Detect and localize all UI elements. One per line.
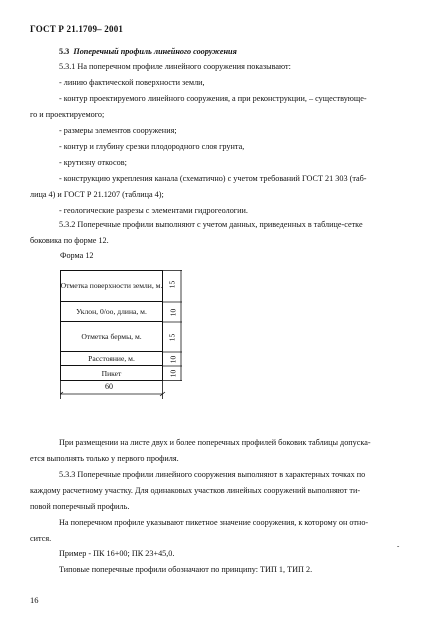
paragraph-line: - крутизну откосов; <box>59 158 127 167</box>
form-label: Форма 12 <box>60 251 94 260</box>
paragraph-line: повой поперечный профиль. <box>30 502 130 511</box>
paragraph-line: боковика по форме 12. <box>30 236 109 245</box>
table-row <box>60 366 163 381</box>
row-label: Уклон, 0/оо, длина, м. <box>76 306 147 316</box>
paragraph-line: каждому расчетному участку. Для одинаковых участков линейных сооружений выполняют ти- <box>30 486 361 495</box>
paragraph-line: - геологические разрезы с элементами гидрогеологии. <box>59 206 248 215</box>
table-row <box>60 270 163 302</box>
paragraph-line: го и проектируемого; <box>30 110 105 119</box>
row-size-label: 15 <box>167 333 177 342</box>
row-label: Отметка бермы, м. <box>81 331 142 341</box>
paragraph-line: Пример - ПК 16+00; ПК 23+45,0. <box>59 549 175 558</box>
table-row <box>60 322 163 352</box>
width-dimension-label: 60 <box>105 382 113 391</box>
paragraph-line: ется выполнять только у первого профиля. <box>30 454 179 463</box>
paragraph-line: 5.3.3 Поперечные профили линейного сооружения выполняют в характерных точках по <box>59 470 366 479</box>
paragraph-line: При размещении на листе двух и более поперечных профилей боковик таблицы допуска- <box>59 438 371 447</box>
table-row <box>60 302 163 322</box>
row-size-label: 15 <box>167 280 177 289</box>
section-number: 5.3 <box>59 47 70 56</box>
paragraph-line: сится. <box>30 534 52 543</box>
paragraph-line: - контур проектируемого линейного сооружения, а при реконструкции, – существующе- <box>59 94 367 103</box>
paragraph-line: Типовые поперечные профили обозначают по принципу: ТИП 1, ТИП 2. <box>59 565 313 574</box>
table-row <box>60 352 163 366</box>
row-size-label: 10 <box>168 355 178 364</box>
paragraph-line: - размеры элементов сооружения; <box>59 126 177 135</box>
row-label: Отметка поверхности земли, м. <box>60 280 163 290</box>
paragraph-line: лица 4) и ГОСТ Р 21.1207 (таблица 4); <box>30 190 164 199</box>
paragraph-line: На поперечном профиле указывают пикетное значение сооружения, к которому он отно- <box>59 518 369 527</box>
paragraph-line: - конструкцию укрепления канала (схематично) с учетом требований ГОСТ 21 303 (таб- <box>59 174 367 183</box>
section-title <box>59 47 237 56</box>
paragraph-line: 5.3.2 Поперечные профили выполняют с учетом данных, приведенных в таблице-сетке <box>59 220 363 229</box>
paragraph-line: 5.3.1 На поперечном профиле линейного сооружения показывают: <box>59 62 291 71</box>
row-size-label: 10 <box>168 369 178 378</box>
form-12-table <box>60 270 188 403</box>
document-header: ГОСТ Р 21.1709– 2001 <box>30 24 124 34</box>
row-label: Расстояние, м. <box>88 353 135 363</box>
paragraph-line: - контур и глубину срезки плодородного слоя грунта, <box>59 142 245 151</box>
stray-mark: ˘ <box>397 545 400 553</box>
paragraph-line: - линию фактической поверхности земли, <box>59 78 205 87</box>
row-label: Пикет <box>101 368 122 378</box>
section-title-text: Поперечный профиль линейного сооружения <box>73 47 237 56</box>
row-size-label: 10 <box>168 308 178 317</box>
page-number: 16 <box>30 595 39 605</box>
